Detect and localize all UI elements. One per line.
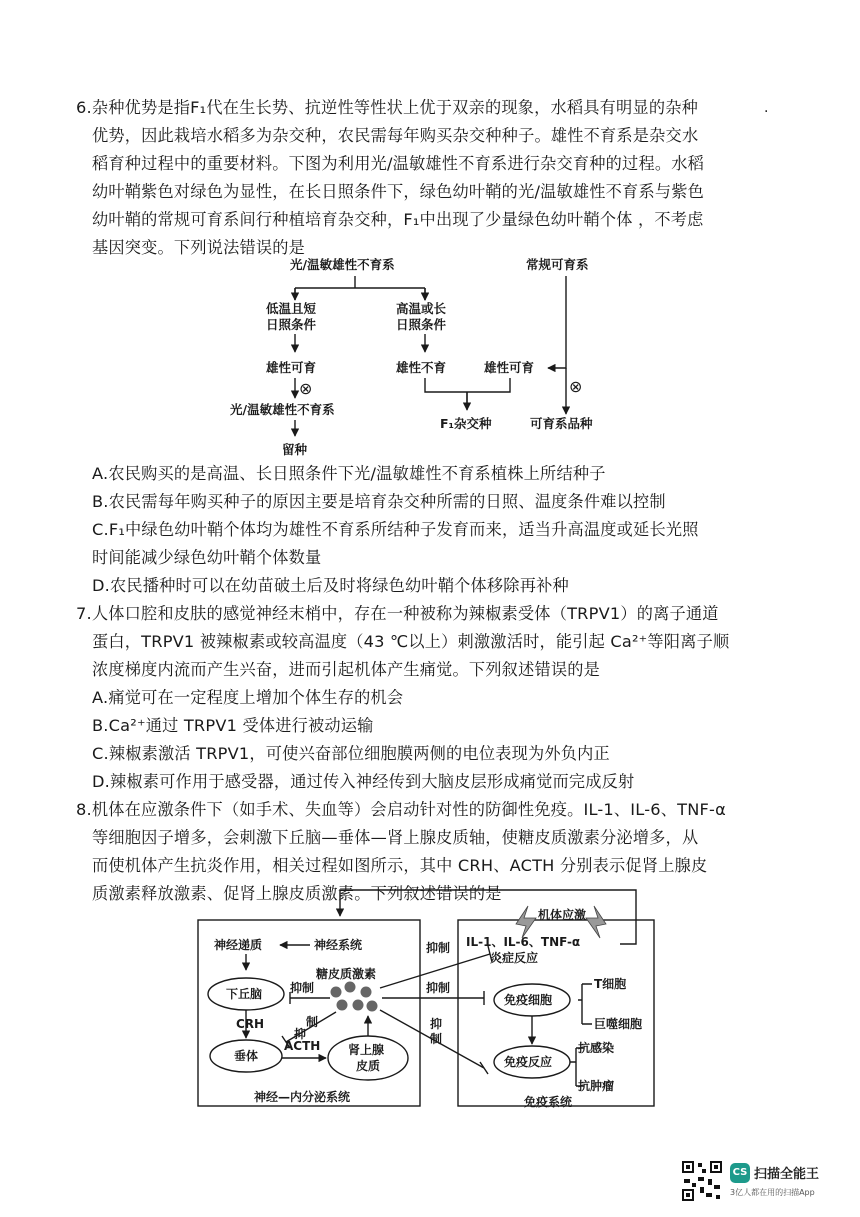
- acth-label: ACTH: [284, 1039, 321, 1053]
- q6-line-2: 优势，因此栽培水稻多为杂交种，农民需每年购买杂交种种子。雄性不育系是杂交水: [92, 126, 699, 145]
- q8-line-3: 而使机体产生抗炎作用，相关过程如图所示，其中 CRH、ACTH 分别表示促肾上腺皮: [92, 856, 708, 875]
- inhibit-label-2: 抑制: [426, 981, 451, 995]
- q8-line-4: 质激素释放激素、促肾上腺皮质激素。下列叙述错误的是: [92, 884, 502, 903]
- q6-breeding-diagram: [200, 252, 660, 462]
- hormone-dot: [361, 987, 372, 998]
- q8-stress-immunity-diagram: [190, 888, 670, 1114]
- scanner-app-name: 扫描全能王: [754, 1167, 820, 1182]
- q7-option-d: D.辣椒素可作用于感受器，通过传入神经传到大脑皮层形成痛觉而完成反射: [92, 772, 635, 791]
- stress-label: 机体应激: [538, 908, 587, 922]
- t-cell-label: T细胞: [594, 977, 627, 991]
- immune-system-label: 免疫系统: [524, 1095, 573, 1109]
- stray-dot: ·: [764, 104, 769, 120]
- self-cross-symbol-right: ⊗: [569, 377, 583, 396]
- q7-option-a: A.痛觉可在一定程度上增加个体生存的机会: [92, 688, 404, 707]
- scanner-tagline: 3亿人都在用的扫描App: [730, 1188, 815, 1197]
- immune-cells-bracket: [578, 984, 592, 1024]
- high-temp-label-a: 高温或长: [396, 301, 447, 316]
- q8-line-1: 8.机体在应激条件下（如手术、失血等）会启动针对性的防御性免疫。IL-1、IL-6、TNF-α: [76, 800, 726, 819]
- neurotransmitter-label: 神经递质: [214, 938, 263, 952]
- q6-line-3: 稻育种过程中的重要材料。下图为利用光/温敏雄性不育系进行杂交育种的过程。水稻: [92, 154, 704, 173]
- male-fertile-label: 雄性可育: [266, 360, 317, 375]
- fertile-variety-label: 可育系品种: [530, 416, 593, 431]
- hormone-dot: [331, 987, 342, 998]
- q6-line-4: 幼叶鞘紫色对绿色为显性，在长日照条件下，绿色幼叶鞘的光/温敏雄性不育系与紫色: [92, 182, 704, 201]
- hormone-dot: [353, 1000, 364, 1011]
- qr-code-icon: [682, 1161, 722, 1201]
- q7-line-1: 7.人体口腔和皮肤的感觉神经末梢中，存在一种被称为辣椒素受体（TRPV1）的离子通道: [76, 604, 719, 623]
- macrophage-label: 巨噬细胞: [594, 1017, 643, 1031]
- normal-to-fertile-arrow: [548, 276, 566, 368]
- glucocorticoid-label: 糖皮质激素: [316, 967, 377, 981]
- hormone-dot: [367, 1001, 378, 1012]
- ptgms-label-2: 光/温敏雄性不育系: [230, 402, 335, 417]
- nervous-system-label: 神经系统: [314, 938, 363, 952]
- inhibit-label-pit-a: 抑: [294, 1027, 307, 1041]
- lightning-right-icon: [586, 906, 606, 938]
- f1-hybrid-label: F₁杂交种: [440, 416, 492, 431]
- inhibit-label-1: 抑制: [426, 941, 451, 955]
- immune-response-label: 免疫反应: [504, 1055, 553, 1069]
- male-sterile-label: 雄性不育: [396, 360, 447, 375]
- q7-option-b: B.Ca²⁺通过 TRPV1 受体进行被动运输: [92, 716, 374, 735]
- q7-line-3: 浓度梯度内流而产生兴奋，进而引起机体产生痛觉。下列叙述错误的是: [92, 660, 601, 679]
- adrenal-label-a: 肾上腺: [348, 1043, 385, 1057]
- q6-option-d: D.农民播种时可以在幼苗破土后及时将绿色幼叶鞘个体移除再补种: [92, 576, 569, 595]
- ptgms-label: 光/温敏雄性不育系: [290, 257, 395, 272]
- q6-option-b: B.农民需每年购买种子的原因主要是培育杂交种所需的日照、温度条件难以控制: [92, 492, 666, 511]
- inhibit-label-pit-b: 制: [306, 1015, 319, 1029]
- inflammation-label: 炎症反应: [490, 951, 539, 965]
- adrenal-label-b: 皮质: [356, 1059, 381, 1073]
- split-line: [295, 276, 425, 300]
- scanner-watermark: [682, 1161, 832, 1205]
- cytokines-label: IL-1、IL-6、TNF-α: [466, 935, 581, 949]
- inhibit-label-3a: 抑: [430, 1017, 443, 1031]
- q6-line-1: 6.杂种优势是指F₁代在生长势、抗逆性等性状上优于双亲的现象，水稻具有明显的杂种: [76, 98, 698, 117]
- low-temp-label-b: 日照条件: [266, 317, 317, 332]
- inhibit-response-bar: [480, 1062, 488, 1074]
- cs-logo-icon: CS: [730, 1163, 750, 1183]
- immune-cells-label: 免疫细胞: [504, 993, 553, 1007]
- male-fertile-label-2: 雄性可育: [484, 360, 535, 375]
- inhibit-label-3b: 制: [430, 1032, 443, 1046]
- high-temp-label-b: 日照条件: [396, 317, 447, 332]
- neuro-endocrine-label: 神经—内分泌系统: [254, 1090, 351, 1104]
- q6-line-5: 幼叶鞘的常规可育系间行种植培育杂交种，F₁中出现了少量绿色幼叶鞘个体 ，不考虑: [92, 210, 704, 229]
- anti-tumor-label: 抗肿瘤: [578, 1079, 615, 1093]
- pituitary-label: 垂体: [234, 1049, 259, 1063]
- normal-line-label: 常规可育系: [526, 257, 589, 272]
- q7-option-c: C.辣椒素激活 TRPV1，可使兴奋部位细胞膜两侧的电位表现为外负内正: [92, 744, 610, 763]
- hormone-dot: [345, 982, 356, 993]
- lightning-left-icon: [516, 906, 536, 938]
- low-temp-label-a: 低温且短: [266, 301, 317, 316]
- q6-option-c-cont: 时间能减少绿色幼叶鞘个体数量: [92, 548, 322, 567]
- anti-infection-label: 抗感染: [578, 1041, 615, 1055]
- crh-label: CRH: [236, 1017, 265, 1031]
- q8-line-2: 等细胞因子增多，会刺激下丘脑—垂体—肾上腺皮质轴，使糖皮质激素分泌增多，从: [92, 828, 699, 847]
- seed-label: 留种: [282, 442, 308, 457]
- self-cross-symbol-left: ⊗: [299, 379, 313, 398]
- hormone-dot: [337, 1000, 348, 1011]
- q6-option-c: C.F₁中绿色幼叶鞘个体均为雄性不育系所结种子发育而来，适当升高温度或延长光照: [92, 520, 699, 539]
- hypothalamus-label: 下丘脑: [226, 987, 263, 1001]
- q6-option-a: A.农民购买的是高温、长日照条件下光/温敏雄性不育系植株上所结种子: [92, 464, 606, 483]
- inhibit-label-hypo: 抑制: [290, 981, 315, 995]
- q6-line-6: 基因突变。下列说法错误的是: [92, 238, 306, 257]
- q7-line-2: 蛋白，TRPV1 被辣椒素或较高温度（43 ℃以上）刺激激活时，能引起 Ca²⁺等阳离子顺: [92, 632, 730, 651]
